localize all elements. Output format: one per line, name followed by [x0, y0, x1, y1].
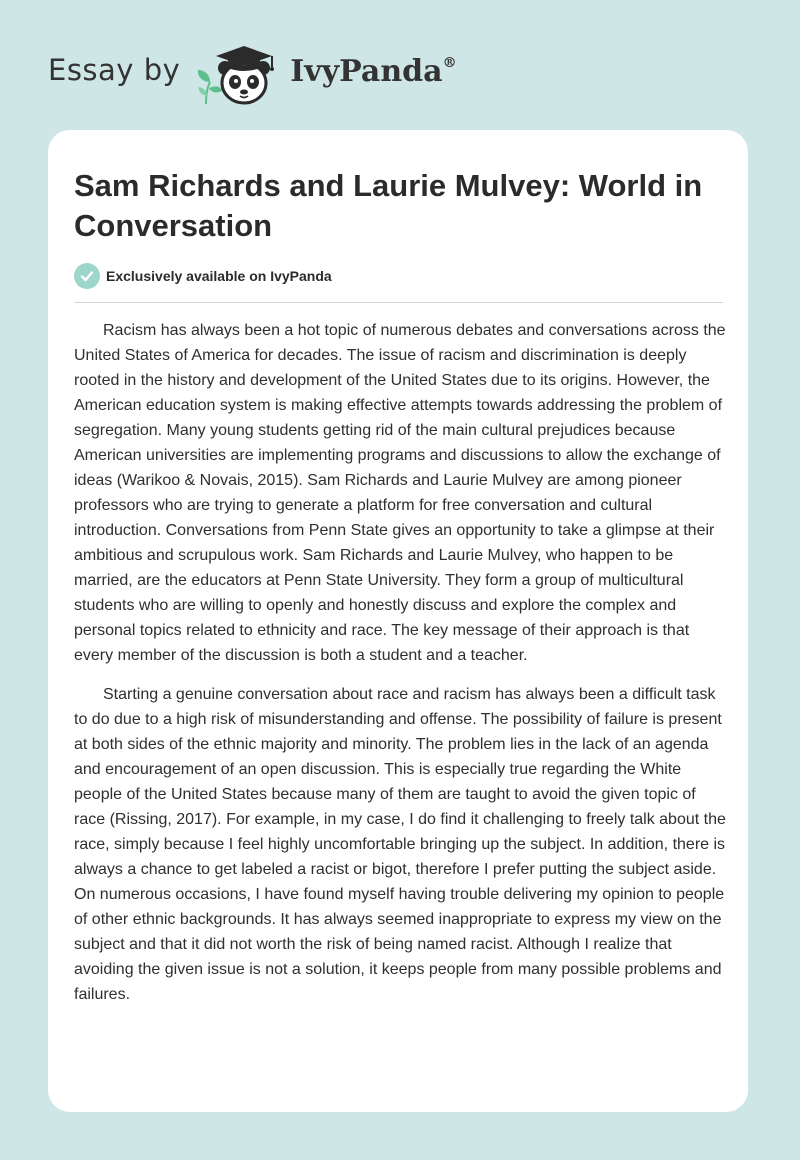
checkmark-icon: [74, 263, 100, 289]
exclusive-badge: [74, 263, 332, 289]
brand-name[interactable]: [290, 54, 456, 89]
essay-by-label: Essay by: [48, 53, 181, 87]
divider: [74, 302, 723, 303]
essay-body: [74, 318, 726, 1021]
essay-title: Sam Richards and Laurie Mulvey: World in Conversation: [74, 168, 703, 243]
essay-paragraph: Racism has always been a hot topic of numerous debates and conversations across the United States of America for decades. The issue of racism and discrimination is deeply rooted in the history and development of the United States due to its origins. However, the American education system is making effective attempts towards addressing the problem of segregation. Many young students getting rid of the main cultural prejudices because American universities are implementing programs and discussions to allow the exchange of ideas (Warikoo & Novais, 2015). Sam Richards and Laurie Mulvey are among pioneer professors who are trying to generate a platform for free conversation and cultural introduction. Conversations from Penn State gives an opportunity to take a glimpse at their ambitious and scrupulous work. Sam Richards and Laurie Mulvey, who happen to be married, are the educators at Penn State University. They form a group of multicultural students who are willing to openly and honestly discuss and explore the complex and personal topics related to ethnicity and race. The key message of their approach is that every member of the discussion is both a student and a teacher.: [74, 322, 726, 664]
essay-card: [48, 130, 748, 1112]
leaf-icon: [198, 70, 222, 104]
site-header: [48, 38, 457, 108]
exclusive-badge-label: Exclusively available on IvyPanda: [106, 268, 332, 284]
registered-mark: ®: [442, 54, 457, 71]
essay-paragraph: Starting a genuine conversation about race and racism has always been a difficult task to do due to a high risk of misunderstanding and offense. The possibility of failure is present at both sides of the ethnic majority and minority. The problem lies in the lack of an agenda and encouragement of an open discussion. This is especially true regarding the White people of the United States because many of them are taught to avoid the given topic of race (Rissing, 2017). For example, in my case, I do find it challenging to freely talk about the race, simply because I feel highly uncomfortable bringing up the subject. In addition, there is always a chance to get labeled a racist or bigot, therefore I prefer putting the subject aside. On numerous occasions, I have found myself having trouble delivering my opinion to people of other ethnic backgrounds. It has always seemed inappropriate to express my view on the subject and that it did not worth the risk of being named racist. Although I realize that avoiding the given issue is not a solution, it keeps people from many possible problems and failures.: [74, 686, 726, 1003]
brand-label: IvyPanda: [290, 53, 443, 89]
panda-graduate-icon[interactable]: [194, 38, 286, 108]
